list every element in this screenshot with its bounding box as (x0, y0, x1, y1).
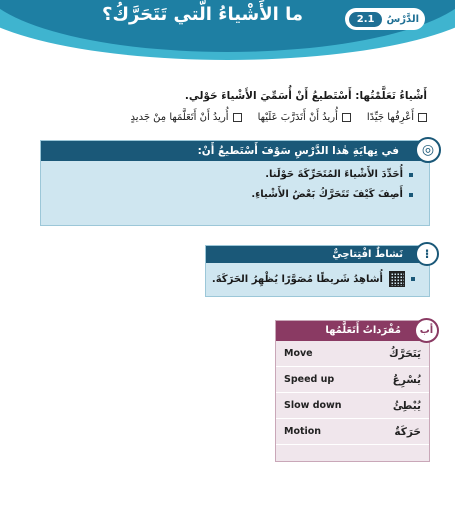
activity-heading: نَشاطٌ افْتِتاحِيٌّ (206, 246, 429, 263)
vocab-row (276, 341, 429, 367)
bullet (411, 277, 415, 281)
vocab-english: Move (284, 348, 313, 359)
vocab-english: Slow down (284, 400, 342, 411)
qr-code-icon[interactable] (389, 271, 405, 287)
option-know-well[interactable]: أَعْرِفُها جَيِّدًا (367, 112, 427, 123)
vocabulary-heading: مُفْرَداتُ أَتَعَلَّمُها (276, 321, 429, 341)
option-relearn[interactable]: أُريدُ أَنْ أَتَعَلَّمَها مِنْ جَديدٍ (131, 112, 242, 123)
traffic-light-icon: ⁝ (415, 242, 439, 266)
vocab-row (276, 419, 429, 445)
objectives-list (41, 161, 429, 200)
target-icon: ◎ (415, 137, 441, 163)
vocab-row (276, 393, 429, 419)
vocab-arabic: يَتَحَرَّكُ (389, 347, 421, 360)
vocab-english: Speed up (284, 374, 335, 385)
lesson-badge (345, 8, 425, 30)
activity-item: أُشاهِدُ شَريطًا مُصَوَّرًا يُظْهِرُ الحَرَكَةَ. (206, 263, 429, 287)
checkbox[interactable] (342, 113, 351, 122)
vocab-english: Motion (284, 426, 322, 437)
lesson-number: 2.1 (349, 12, 383, 27)
option-practice[interactable]: أُريدُ أَنْ أَتَدَرَّبَ عَلَيْها (258, 112, 351, 123)
vocab-row (276, 367, 429, 393)
intro-text: أَشْياءُ تَعَلَّمْتُها: أَسْتَطيعُ أَنْ أُسَمِّيَ الأَشْياءَ حَوْلي. (184, 90, 427, 102)
checkbox[interactable] (233, 113, 242, 122)
page-title: ما الأَشْياءُ الَّتي تَتَحَرَّكُ؟ (102, 4, 303, 25)
vocabulary-box (275, 320, 434, 462)
list-item: أُحَدِّدَ الأَشْياءَ المُتَحَرِّكَةَ حَوْلَنا. (41, 169, 413, 180)
vocab-arabic: يُسْرِعُ (392, 373, 421, 386)
header-banner (0, 0, 455, 62)
vocabulary-icon: أب (414, 318, 439, 343)
checkbox[interactable] (418, 113, 427, 122)
objectives-box (40, 140, 435, 226)
vocab-arabic: يُبْطِئُ (392, 399, 421, 412)
activity-box (205, 245, 430, 297)
list-item: أَصِفَ كَيْفَ تَتَحَرَّكُ بَعْضُ الأَشْياءِ. (41, 189, 413, 200)
lesson-label: الدَّرْسُ (386, 13, 419, 25)
self-assessment-options (131, 112, 427, 123)
objectives-heading: في نِهايَةِ هٰذا الدَّرْسِ سَوْفَ أَسْتَطيعُ أَنْ: (41, 141, 429, 161)
vocab-arabic: حَرَكَةٌ (394, 425, 421, 438)
